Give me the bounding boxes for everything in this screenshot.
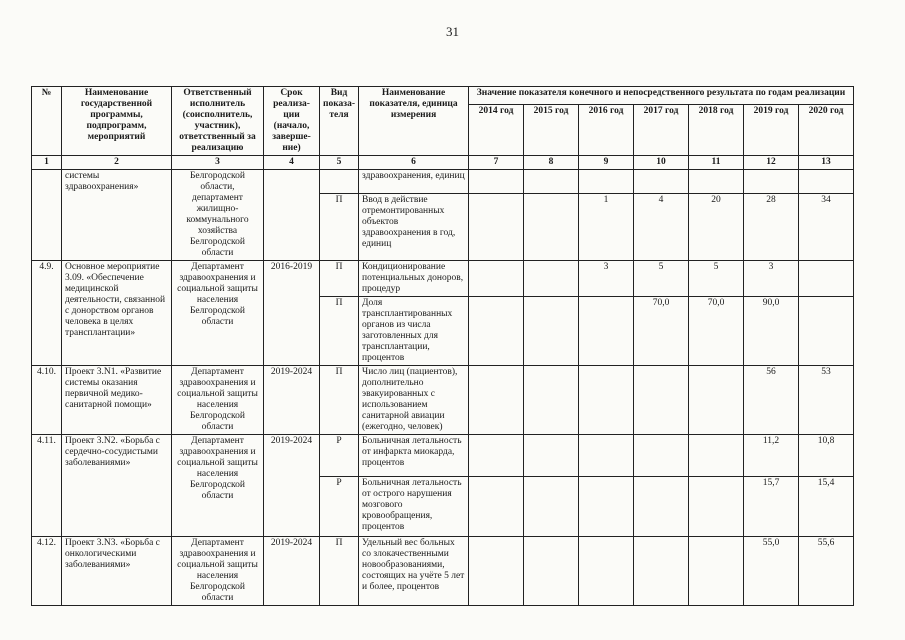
indicator-name: Кондиционирование потенциальных доноров, процедур [359, 261, 469, 297]
header-values: Значение показателя конечного и непосредственного результата по годам реализации [469, 87, 854, 105]
row-number: 4.12. [32, 537, 62, 606]
indicator-value: 15,4 [799, 477, 854, 537]
row-number [32, 170, 62, 261]
indicator-name: здравоохранения, единиц [359, 170, 469, 194]
indicator-value [634, 477, 689, 537]
indicator-value [579, 170, 634, 194]
indicator-type: П [320, 537, 359, 606]
col-number: 10 [634, 156, 689, 170]
indicator-type: П [320, 193, 359, 260]
row-name: Проект 3.N2. «Борьба с сердечно-сосудистыми заболеваниями» [62, 435, 172, 537]
indicator-value [634, 537, 689, 606]
indicator-value: 53 [799, 366, 854, 435]
indicator-value [524, 477, 579, 537]
indicator-value: 28 [744, 193, 799, 260]
indicator-value: 3 [744, 261, 799, 297]
col-number: 12 [744, 156, 799, 170]
col-number: 13 [799, 156, 854, 170]
indicator-value: 11,2 [744, 435, 799, 477]
col-number: 2 [62, 156, 172, 170]
indicator-value [469, 537, 524, 606]
row-responsible: Департамент здравоохранения и социальной защиты населения Белгородской области [172, 261, 264, 366]
row-number: 4.11. [32, 435, 62, 537]
table-row [32, 366, 854, 435]
table-row [32, 435, 854, 477]
col-number: 3 [172, 156, 264, 170]
col-number: 9 [579, 156, 634, 170]
indicator-name: Ввод в действие отремонтированных объектов здравоохранения в год, единиц [359, 193, 469, 260]
indicator-value [469, 170, 524, 194]
header-name: Наименование государственной программы, подпрограмм, мероприятий [62, 87, 172, 156]
col-number: 11 [689, 156, 744, 170]
row-term: 2019-2024 [264, 435, 320, 537]
row-responsible: Белгородской области, департамент жилищно-коммунального хозяйства Белгородской области [172, 170, 264, 261]
indicator-type: П [320, 297, 359, 366]
indicator-value: 5 [689, 261, 744, 297]
indicator-value [524, 261, 579, 297]
row-responsible: Департамент здравоохранения и социальной защиты населения Белгородской области [172, 366, 264, 435]
header-year: 2018 год [689, 104, 744, 155]
col-number: 4 [264, 156, 320, 170]
header-indicator: Наименование показателя, единица измерения [359, 87, 469, 156]
row-name: Основное мероприятие 3.09. «Обеспечение медицинской деятельности, связанной с донорством органов человека в целях трансплантации» [62, 261, 172, 366]
indicator-value [469, 366, 524, 435]
indicator-name: Удельный вес больных со злокачественными новообразованиями, состоящих на учёте 5 лет и более, процентов [359, 537, 469, 606]
header-year: 2016 год [579, 104, 634, 155]
indicator-value [579, 366, 634, 435]
header-type: Вид показа-теля [320, 87, 359, 156]
indicator-value [689, 435, 744, 477]
col-number: 6 [359, 156, 469, 170]
indicator-type [320, 170, 359, 194]
col-number: 8 [524, 156, 579, 170]
indicator-value [799, 261, 854, 297]
table-row [32, 261, 854, 297]
indicator-value: 55,6 [799, 537, 854, 606]
page-number: 31 [446, 24, 459, 39]
indicator-value [689, 366, 744, 435]
row-number: 4.10. [32, 366, 62, 435]
indicator-value [744, 170, 799, 194]
indicator-value: 1 [579, 193, 634, 260]
indicator-value [524, 366, 579, 435]
header-year: 2020 год [799, 104, 854, 155]
indicator-value [524, 193, 579, 260]
indicator-value [579, 435, 634, 477]
table-row [32, 537, 854, 606]
col-number: 1 [32, 156, 62, 170]
header-term: Срок реализа-ции (начало, заверше-ние) [264, 87, 320, 156]
col-number: 5 [320, 156, 359, 170]
table-row [32, 170, 854, 194]
row-responsible: Департамент здравоохранения и социальной защиты населения Белгородской области [172, 435, 264, 537]
indicator-value [634, 170, 689, 194]
row-term [264, 170, 320, 261]
indicator-value [524, 537, 579, 606]
col-number: 7 [469, 156, 524, 170]
indicator-value: 20 [689, 193, 744, 260]
indicators-table [31, 86, 854, 606]
indicator-type: Р [320, 435, 359, 477]
indicator-value: 56 [744, 366, 799, 435]
indicator-type: П [320, 261, 359, 297]
indicator-name: Больничная летальность от инфаркта миокарда, процентов [359, 435, 469, 477]
header-year: 2015 год [524, 104, 579, 155]
indicator-value [689, 477, 744, 537]
indicator-value [634, 435, 689, 477]
indicator-value [689, 170, 744, 194]
indicator-value [469, 261, 524, 297]
header-year: 2014 год [469, 104, 524, 155]
indicator-value: 70,0 [634, 297, 689, 366]
indicator-value [524, 170, 579, 194]
indicator-value: 10,8 [799, 435, 854, 477]
table-body [32, 170, 854, 606]
row-term: 2016-2019 [264, 261, 320, 366]
header-responsible: Ответственный исполнитель (соисполнитель, участник), ответственный за реализацию [172, 87, 264, 156]
indicator-value: 3 [579, 261, 634, 297]
indicator-value [579, 537, 634, 606]
indicator-value: 34 [799, 193, 854, 260]
indicator-value [469, 297, 524, 366]
indicator-value [579, 297, 634, 366]
indicator-type: П [320, 366, 359, 435]
indicator-value [634, 366, 689, 435]
indicator-value [799, 170, 854, 194]
row-responsible: Департамент здравоохранения и социальной защиты населения Белгородской области [172, 537, 264, 606]
indicator-value [469, 477, 524, 537]
indicator-value: 90,0 [744, 297, 799, 366]
row-term: 2019-2024 [264, 366, 320, 435]
indicator-value: 5 [634, 261, 689, 297]
row-name: Проект 3.N3. «Борьба с онкологическими заболеваниями» [62, 537, 172, 606]
row-name: Проект 3.N1. «Развитие системы оказания первичной медико-санитарной помощи» [62, 366, 172, 435]
indicator-value: 15,7 [744, 477, 799, 537]
indicator-name: Больничная летальность от острого нарушения мозгового кровообращения, процентов [359, 477, 469, 537]
indicator-name: Доля трансплантированных органов из числа заготовленных для трансплантации, процентов [359, 297, 469, 366]
indicator-value [524, 297, 579, 366]
indicator-value [469, 193, 524, 260]
indicator-value [524, 435, 579, 477]
indicator-type: Р [320, 477, 359, 537]
indicator-value [689, 537, 744, 606]
header-year: 2017 год [634, 104, 689, 155]
header-no: № [32, 87, 62, 156]
indicator-value: 4 [634, 193, 689, 260]
row-name: системы здравоохранения» [62, 170, 172, 261]
row-term: 2019-2024 [264, 537, 320, 606]
header-year: 2019 год [744, 104, 799, 155]
indicator-name: Число лиц (пациентов), дополнительно эвакуированных с использованием санитарной авиации (ежегодно, человек) [359, 366, 469, 435]
row-number: 4.9. [32, 261, 62, 366]
indicator-value [469, 435, 524, 477]
indicator-value: 70,0 [689, 297, 744, 366]
indicator-value [579, 477, 634, 537]
indicator-value [799, 297, 854, 366]
indicator-value: 55,0 [744, 537, 799, 606]
